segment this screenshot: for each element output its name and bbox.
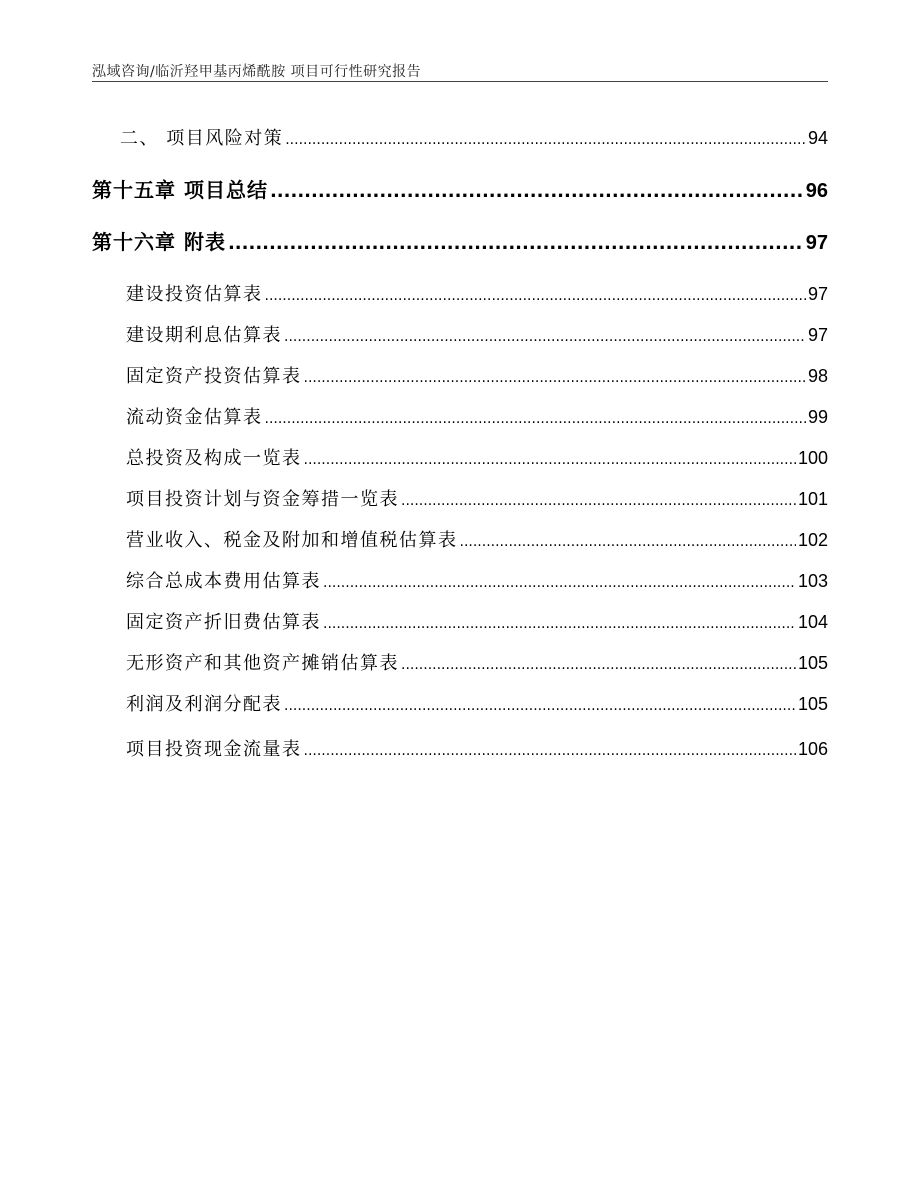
toc-entry-table[interactable] [92, 608, 828, 634]
toc-entry-title: 营业收入、税金及附加和增值税估算表 [126, 530, 458, 551]
toc-page-number: 97 [805, 232, 828, 254]
toc-entry-table[interactable] [92, 735, 828, 761]
running-header: 泓域咨询/临沂羟甲基丙烯酰胺 项目可行性研究报告 [92, 64, 422, 80]
toc-entry-title: 第十六章 附表 [92, 230, 226, 254]
toc-entry-table[interactable] [92, 649, 828, 675]
toc-entry-table[interactable] [92, 690, 828, 716]
toc-entry-chapter[interactable] [92, 226, 828, 255]
toc-entry-title: 固定资产折旧费估算表 [126, 612, 321, 633]
toc-page-number: 104 [797, 612, 828, 632]
toc-page-number: 105 [797, 653, 828, 673]
toc-entry-title: 固定资产投资估算表 [126, 366, 302, 387]
toc-entry-chapter[interactable] [92, 174, 828, 203]
toc-entry-table[interactable] [92, 403, 828, 429]
toc-entry-section[interactable] [92, 124, 828, 150]
toc-page-number: 98 [807, 366, 828, 386]
toc-dot-leader [228, 233, 804, 254]
toc-page-number: 101 [797, 489, 828, 509]
toc-page-number: 102 [797, 530, 828, 550]
toc-entry-title: 综合总成本费用估算表 [126, 571, 321, 592]
toc-dot-leader [304, 370, 806, 386]
header-divider [92, 81, 828, 82]
toc-entry-title: 第十五章 项目总结 [92, 178, 268, 202]
toc-entry-title: 建设投资估算表 [126, 284, 263, 305]
toc-dot-leader [285, 132, 806, 148]
toc-dot-leader [265, 411, 806, 427]
toc-page-number: 106 [797, 739, 828, 759]
toc-entry-table[interactable] [92, 485, 828, 511]
toc-page-number: 94 [807, 128, 828, 148]
toc-page-number: 97 [807, 325, 828, 345]
toc-dot-leader [323, 616, 796, 632]
toc-page-number: 100 [797, 448, 828, 468]
toc-entry-title: 建设期利息估算表 [126, 325, 282, 346]
toc-dot-leader [304, 452, 796, 468]
toc-entry-table[interactable] [92, 280, 828, 306]
toc-page-number: 97 [807, 284, 828, 304]
toc-dot-leader [401, 657, 796, 673]
toc-entry-table[interactable] [92, 526, 828, 552]
toc-dot-leader [265, 288, 806, 304]
toc-page-number: 96 [805, 180, 828, 202]
toc-dot-leader [323, 575, 796, 591]
toc-dot-leader [460, 534, 796, 550]
toc-entry-table[interactable] [92, 321, 828, 347]
toc-page-number: 103 [797, 571, 828, 591]
toc-entry-title: 项目投资计划与资金筹措一览表 [126, 489, 399, 510]
toc-entry-title: 项目投资现金流量表 [126, 739, 302, 760]
toc-dot-leader [284, 698, 796, 714]
toc-entry-title: 二、 项目风险对策 [120, 128, 284, 149]
toc-dot-leader [270, 181, 804, 202]
toc-entry-title: 总投资及构成一览表 [126, 448, 302, 469]
toc-dot-leader [401, 493, 796, 509]
toc-dot-leader [284, 329, 806, 345]
toc-entry-table[interactable] [92, 567, 828, 593]
toc-page-number: 99 [807, 407, 828, 427]
toc-entry-table[interactable] [92, 362, 828, 388]
toc-entry-table[interactable] [92, 444, 828, 470]
toc-entry-title: 无形资产和其他资产摊销估算表 [126, 653, 399, 674]
toc-entry-title: 利润及利润分配表 [126, 694, 282, 715]
toc-entry-title: 流动资金估算表 [126, 407, 263, 428]
toc-page-number: 105 [797, 694, 828, 714]
toc-dot-leader [304, 743, 796, 759]
